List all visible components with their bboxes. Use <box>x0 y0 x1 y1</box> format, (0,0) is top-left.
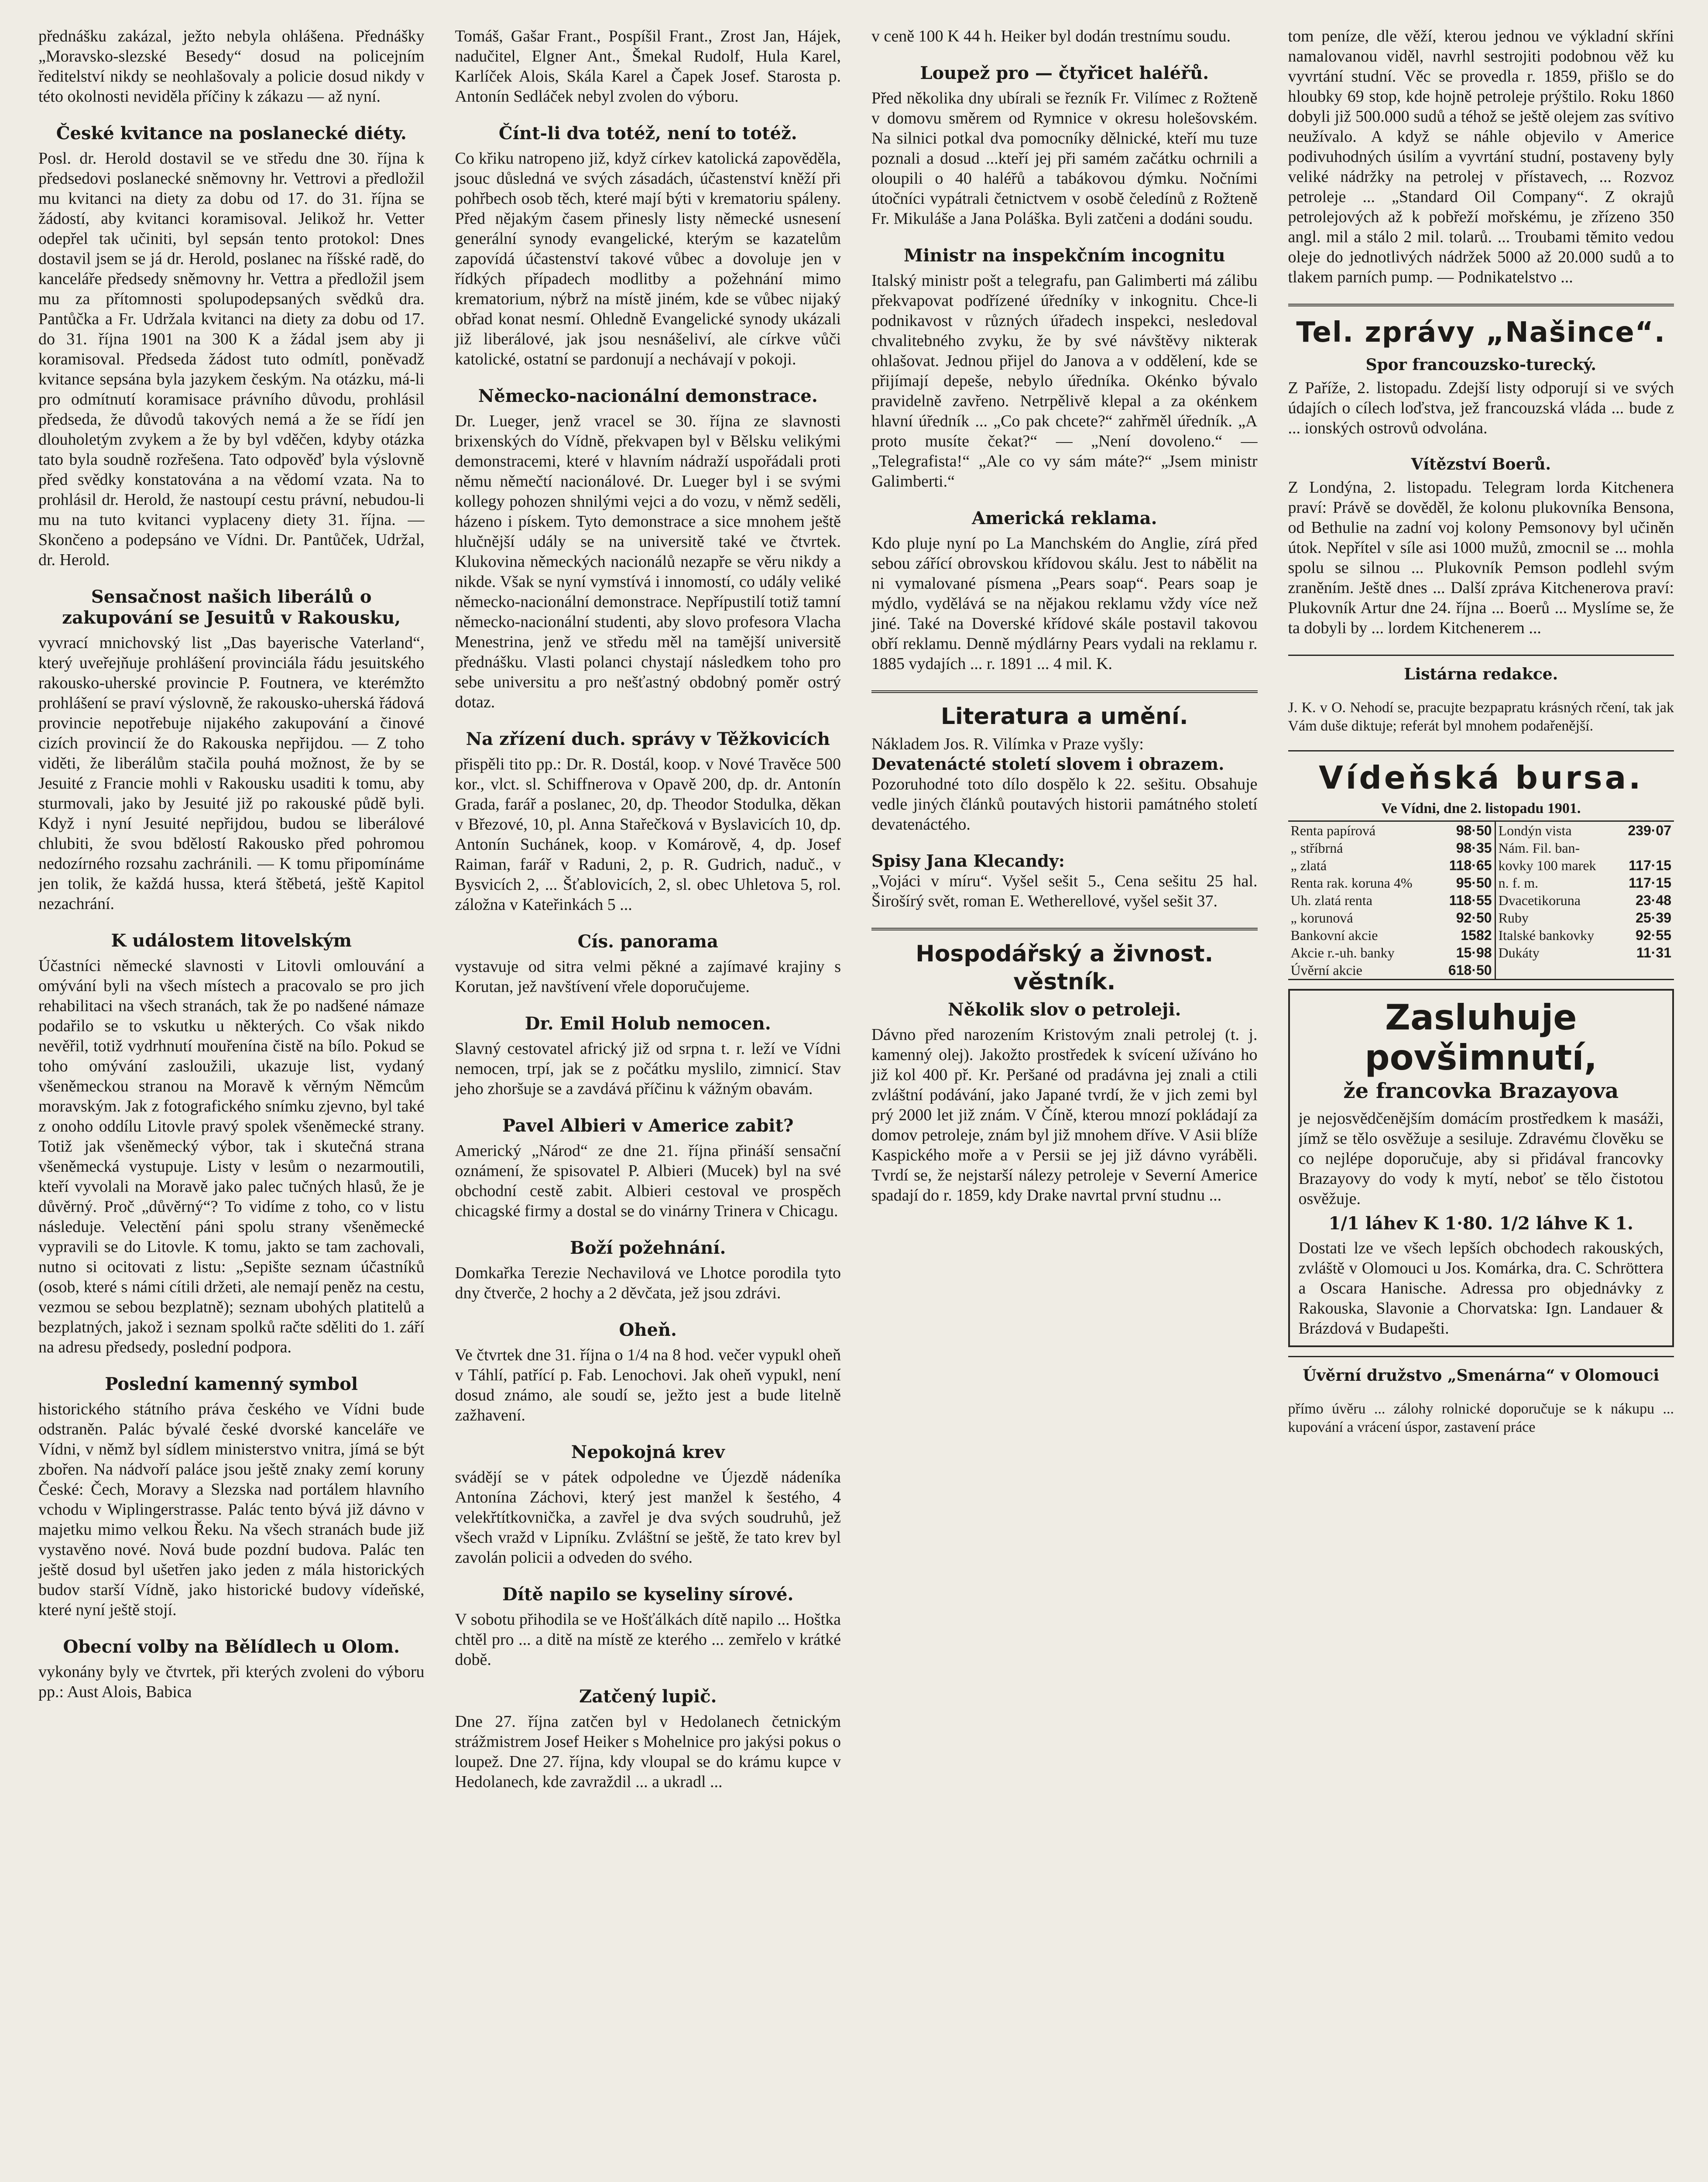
bursa-value: 118·55 <box>1449 892 1492 908</box>
article <box>455 26 841 106</box>
article <box>871 754 1258 834</box>
article-heading: Loupež pro — čtyřicet haléřů. <box>920 63 1209 83</box>
article-text: přispěli tito pp.: Dr. R. Dostál, koop. v Nové Travěce 500 kor., vlct. sl. Schiffnerova v Opavě 200, dp. dr. Antonín Grada, farář a poslanec, 20, dp. Theodor Stodulka, děkan v Březové, 10, pl. Anna Stařečková v Byslavicích 10, dp. Antonín Suchánek, koop. v Komárově, 4, dp. Josef Raiman, farář v Raduni, 2, p. R. Gudrich, naduč., v Bysvicích 2, ... Šťablovicích, 2, sl. obec Uhletova 5, rol. záložna v Kateřinkách 5 ... <box>455 755 841 914</box>
article-text: Americký „Národ“ ze dne 21. října přináší sensační oznámení, že spisovatel P. Albieri (Mucek) byl na své obchodní cestě zabit. Albieri cestoval ve prospěch chicagské firmy a dostal se do vinárny Trinera v Chicagu. <box>455 1142 841 1220</box>
bursa-label: Renta rak. koruna 4% <box>1290 875 1413 891</box>
bursa-value: 95·50 <box>1456 875 1492 891</box>
bursa-value: 239·07 <box>1617 821 1674 840</box>
bursa-label: Akcie r.-uh. banky <box>1290 945 1395 961</box>
bursa-value: 23·48 <box>1636 892 1671 908</box>
article-heading: Cís. panorama <box>577 931 718 952</box>
bursa-value: 98·35 <box>1456 840 1492 856</box>
bursa-label: „ korunová <box>1290 910 1353 926</box>
article <box>871 63 1258 229</box>
article-heading: Ministr na inspekčním incognitu <box>903 245 1225 266</box>
bursa-value: 118·65 <box>1449 858 1492 873</box>
article-heading: Americká reklama. <box>971 508 1157 528</box>
literature-item-title: Spisy Jana Klecandy: <box>871 851 1065 871</box>
article-heading: Boží požehnání. <box>570 1238 726 1258</box>
article <box>455 123 841 369</box>
article <box>455 931 841 997</box>
article <box>1288 26 1674 287</box>
article <box>38 26 425 106</box>
telegram-section-title: Tel. zprávy „Našince“. <box>1296 316 1666 349</box>
bursa-value <box>1617 839 1674 857</box>
article <box>455 1442 841 1568</box>
article-text: historického státního práva českého ve Vídni bude odstraněn. Palác bývalé české dvorské kanceláře ve Vídni, v němž byl sídlem ministerstvo vnitra, jímá se být zbořen. Na nádvoří paláce jsou ještě znaky zemí koruny České: Čech, Moravy a Slezska nad portálem hlavního vchodu v Wiplingerstrasse. Palác tento bývá již dávno v majetku mimo velkou Řeku. Na všech stranách bude již vystavěno nové. Nová bude pozdní budova. Palác ten ještě dosud byl ušetřen jako jeden z mála historických budov starší Vídně, jako historické budovy vídeňské, které nyní ještě stojí. <box>38 1400 425 1619</box>
article-heading: Spor francouzsko-turecký. <box>1365 356 1596 374</box>
article-text: „Vojáci v míru“. Vyšel sešit 5., Cena sešitu 25 hal. Širošírý svět, roman E. Wetherellové, vyšel sešit 37. <box>871 872 1258 910</box>
bursa-value: 92·55 <box>1636 927 1671 943</box>
article-heading: Obecní volby na Bělídlech u Olom. <box>63 1636 400 1657</box>
article <box>871 26 1258 46</box>
divider <box>871 690 1258 693</box>
redakce-text: J. K. v O. Nehodí se, pracujte bezpapratu krásných rčení, tak jak Vám duše diktuje; referát byl mnohem podařenější. <box>1288 700 1674 734</box>
article-text: vystavuje od sitra velmi pěkné a zajímavé krajiny s Korutan, jež navštívení vřele doporučujeme. <box>455 957 841 996</box>
column-4 <box>1280 26 1682 2182</box>
bursa-row <box>1288 944 1674 961</box>
bank-text: přímo úvěru ... zálohy rolnické doporučuje se k nákupu ... kupování a vrácení úspor, zastavení práce <box>1288 1401 1674 1435</box>
article-text: Slavný cestovatel africký již od srpna t. r. leží ve Vídni nemocen, trpí, jak se z počátku myslilo, zimnicí. Stav jeho zhoršuje se a zavdává příčinu k vážným obavám. <box>455 1040 841 1098</box>
article <box>871 851 1258 911</box>
bursa-row <box>1288 961 1674 980</box>
article-heading: Dítě napilo se kyseliny sírové. <box>502 1584 794 1605</box>
bursa-table <box>1288 820 1674 980</box>
article-text: Domkařka Terezie Nechavilová ve Lhotce porodila tyto dny čtverče, 2 hochy a 2 děvčata, jež jsou zdrávi. <box>455 1264 841 1302</box>
bursa-value: 11·31 <box>1636 945 1671 961</box>
bursa-value: 117·15 <box>1629 858 1671 873</box>
bursa-value: 618·50 <box>1437 961 1495 980</box>
ad-tail: Dostati lze ve všech lepších obchodech rakouských, zvláště v Olomouci u Jos. Komárka, dra. C. Schröttera a Oscara Hanische. Adressa pro objednávky z Rakouska, Slavonie a Chorvatska: Ign. Landauer & Brázdová v Budapešti. <box>1298 1239 1663 1338</box>
article-heading: Vítězství Boerů. <box>1411 455 1551 473</box>
article-text: Co křiku natropeno již, když církev katolická zapověděla, jsouc důsledná ve svých zásadách, účastenství kněží při pohřbech osob těch, které mají býti v krematoriu spáleny. Před nějakým časem přinesly listy německé usnesení generální synody evangelické, kterým se kazatelům zapovídá účastenství takové vůbec a dovoluje jen v řídkých případech modlitby a požehnání mimo krematorium, nýbrž na místě jiném, kde se vůbec nijaký obřad konat nesmí. Ohledně Evangelické synody ukázali již liberálové, jak jsou nesnášeliví, ale církve vůči katolické, ostatní se pardonují a nechávají v pokoji. <box>455 149 841 368</box>
article-text: přednášku zakázal, ježto nebyla ohlášena. Přednášky „Moravsko-slezské Besedy“ dosud na policejním ředitelství nikdy se neohlašovaly a policie dosud nikdy v této okolnosti neviděla příčiny k zákazu — až nyní. <box>38 27 425 106</box>
bursa-value: 25·39 <box>1636 910 1671 926</box>
article-text: Italský ministr pošt a telegrafu, pan Galimberti má zálibu překvapovat podřízené úředníky v inkognitu. Chce-li podnikavost v různých úřadech inspekci, nesledoval chvalitebného zvyku, že by své návštěvy nikterak ohlašovat. Jednou přijel do Janova a v oddělení, kde se přijímají depeše, nebylo úředníka. Okénko bývalo pravidelně zavřeno. Netrpělivě klepal a za okénkem hlavní úředník ... „Co pak chcete?“ zahřměl úředník. „A proto musíte čekat?“ — „Není dovoleno.“ — „Telegrafista!“ „Ale co vy sám máte?“ „Jsem ministr Galimberti.“ <box>871 271 1258 491</box>
article-heading: Nepokojná krev <box>571 1442 725 1462</box>
bursa-value: 1582 <box>1461 927 1492 943</box>
article-text: vykonány byly ve čtvrtek, při kterých zvoleni do výboru pp.: Aust Alois, Babica <box>38 1663 425 1701</box>
bursa-label: Londýn vista <box>1495 821 1617 840</box>
article-text: v ceně 100 K 44 h. Heiker byl dodán trestnímu soudu. <box>871 27 1231 45</box>
literature-item-title: Devatenácté století slovem i obrazem. <box>871 754 1224 774</box>
bank-heading: Úvěrní družstvo „Smenárna“ v Olomouci <box>1303 1366 1660 1385</box>
divider <box>1288 750 1674 751</box>
bursa-label: Renta papírová <box>1288 821 1437 840</box>
bursa-row <box>1288 821 1674 840</box>
article-text: Tomáš, Gašar Frant., Pospíšil Frant., Zrost Jan, Hájek, nadučitel, Elgner Ant., Šmekal Rudolf, Hula Karel, Karlíček Alois, Skála Karel a Čapek Josef. Starosta p. Antonín Sedláček nebyl zvolen do výboru. <box>455 27 841 106</box>
article <box>871 999 1258 1205</box>
ad-title: Zasluhuje povšimnutí, <box>1365 997 1598 1078</box>
article-text: Posl. dr. Herold dostavil se ve středu dne 30. října k předsedovi poslanecké sněmovny hr. Vettrovi a předložil mu kvitanci na diety za dobu od 17. do 31. října se žádostí, aby kvitanci koramisoval. Jelikož hr. Vetter odepřel tak učiniti, byl sepsán tento protokol: Dnes dostavil jsem se já dr. Herold, poslanec na říšské radě, do kanceláře předsedy sněmovny hr. Vettra a předložil jsem mu za přítomnosti spolupodepsaných svědků dra. Pantůčka a Fr. Udržala kvitanci na diety za dobu od 17. do 31. října 1901 na 300 K a žádal jsem aby ji koramisoval. Předseda žádost tuto odmítl, poněvadž kvitance sepsána byla jazykem českým. Na otázku, má-li pro odmítnutí koramisace právního důvodu, prohlásil předseda, že důvodů takových nemá a že se řídí jen dlouholetým zvykem a že by byl vděčen, kdyby otázka tato byla soudně rozřešena. Tato odpověď byla výslovně před svědky konstatována a na vědomí vzata. Na to prohlásil dr. Herold, že nastoupí cestu právní, nebudou-li mu na tuto kvitanci vyplaceny diety 31. října. — Skončeno a podepsáno ve Vídni. Dr. Pantůček, Udržal, dr. Herold. <box>38 149 425 569</box>
bursa-value: 92·50 <box>1456 910 1492 926</box>
bursa-label: Italské bankovky <box>1495 926 1617 944</box>
article <box>871 245 1258 491</box>
bursa-row <box>1288 926 1674 944</box>
ad-price: 1/1 láhev K 1·80. 1/2 láhve K 1. <box>1328 1213 1633 1234</box>
bursa-label: Dukáty <box>1495 944 1617 961</box>
article <box>455 1115 841 1221</box>
article-text: Dávno před narozením Kristovým znali petrolej (t. j. kamenný olej). Jakožto prostředek k svícení užíváno ho již kol 400 př. Kr. Peršané od pradávna jej znali a ctili zvláštní podávání, jako Japané tvrdí, že v jich zemi byl prý 2000 let již znám. V Číně, kterou mnozí pokládají za domov petroleje, znám byl již mnohem dříve. V Asii blíže Kaspického moře a v Persii se jej již dávno vyráběli. Tvrdí se, že nejstarší nálezy petroleje v Severní Americe spadají do r. 1859, kdy Drake navrtal první studnu ... <box>871 1026 1258 1204</box>
columns <box>31 26 1682 2182</box>
advertisement <box>1288 989 1674 1347</box>
bursa-row <box>1288 892 1674 909</box>
literature-section-title: Literatura a umění. <box>940 703 1188 730</box>
article-heading: Čínt-li dva totéž, není to totéž. <box>498 123 797 144</box>
article <box>455 386 841 712</box>
bursa-value <box>1617 961 1674 980</box>
bursa-label: Ruby <box>1495 909 1617 926</box>
bursa-label: kovky 100 marek <box>1495 857 1617 874</box>
article-text: Z Londýna, 2. listopadu. Telegram lorda Kitchenera praví: Právě se dověděl, že kolonu plukovníka Bensona, od Bethulie na zadní voj kolony Pemsonovy byl učiněn útok. Nepřítel v síle asi 1000 mužů, zmocnil se ... mohla spolu se silnou ... Plukovník Pemson podlehl svým zraněním. Ještě dnes ... Další zpráva Kitchenerova praví: Plukovník Artur dne 24. října ... Boerů ... Myslíme se, že ta dobyli by ... lordem Kitchenerem ... <box>1288 478 1674 637</box>
bursa-date: Ve Vídni, dne 2. listopadu 1901. <box>1381 800 1581 817</box>
article-heading: Zatčený lupič. <box>579 1686 717 1707</box>
article <box>38 1374 425 1620</box>
article-heading: Pavel Albieri v Americe zabit? <box>502 1115 794 1136</box>
redakce-heading: Listárna redakce. <box>1404 665 1558 683</box>
article-text: Před několika dny ubírali se řezník Fr. Vilímec z Rožteně v domovu směrem od Rymnice v okresu holešovském. Na silnici potkal dva pomocníky dělnické, kteří mu tuze poznali a dosud ...kteří jej při samém začátku ochrnili a oloupili o 40 haléřů a tabákovou dýmku. Nočními útočníci vypátrali četnictvem v osobě čeledínů z Rožteně Fr. Mikuláše a Jana Poláška. Byli zatčeni a dodáni soudu. <box>871 89 1258 228</box>
article-text: Nákladem Jos. R. Vilímka v Praze vyšly: <box>871 735 1144 753</box>
article-heading: Německo-nacionální demonstrace. <box>478 386 818 406</box>
article <box>455 1238 841 1303</box>
article-heading: Dr. Emil Holub nemocen. <box>525 1013 771 1034</box>
article-text: Pozoruhodné toto dílo dospělo k 22. sešitu. Obsahuje vedle jiných článků poutavých historii památného století devatenáctého. <box>871 775 1258 834</box>
article <box>1288 355 1674 438</box>
bursa-row <box>1288 839 1674 857</box>
article <box>38 587 425 914</box>
bursa-label: „ zlatá <box>1290 858 1327 873</box>
article-heading: Na zřízení duch. správy v Těžkovicích <box>466 729 830 749</box>
article <box>38 930 425 1357</box>
ad-text: je nejosvědčenějším domácím prostředkem k masáži, jímž se tělo osvěžuje a sesiluje. Zdravému člověku se co nejlépe doporučuje, aby si přidával francovky Brazayovy do vody k mytí, neboť se tělo čistotou osvěžuje. <box>1298 1109 1663 1208</box>
article <box>455 1320 841 1425</box>
article-text: Dr. Lueger, jenž vracel se 30. října ze slavnosti brixenských do Vídně, překvapen byl v Bělsku velikými demonstracemi, které v hlavním nádraží uspořádali proti němu němečtí nacionálové. Dr. Lueger byl i se svými kollegy pohozen shnilými vejci a do vozu, v němž seděli, házeno i pískem. Tyto demonstrace a sice mnohem ještě hlučnější udály se na universitě také ve čtvrtek. Klukovina německých nacionálů nezapře se věru nikdy a nikde. Však se nyní vymstívá i innomostí, co udály veliké německo-nacionální demonstrace. Nepřípustilí totiž tamní německo-nacionální studenti, aby slovo profesora Vlacha Menestrina, jenž ve středu měl na tamější universitě přednášku. Vlasti polanci chystají následkem toho pro sebe universitu a pro nešťastný obdobný poměr ostrý dotaz. <box>455 412 841 711</box>
article-text: Dne 27. října zatčen byl v Hedolanech četnickým strážmistrem Josef Heiker s Mohelnice pro jakýsi pokus o loupež. Dne 27. října, kdy vloupal se do krámu kupce v Hedolanech, kde zavraždil ... a ukradl ... <box>455 1712 841 1791</box>
bursa-label: Bankovní akcie <box>1290 927 1378 943</box>
divider <box>871 928 1258 930</box>
article-text: Kdo pluje nyní po La Manchském do Anglie, zírá před sebou zářící obrovskou křídovou skálu. Jest to nábělit na ni vymalované písmena „Pears soap“. Pears soap je mýdlo, vydělává se na nějakou reklamu vždy více než jiné. Také na Doverské křídové skále postavil takovou obří reklamu. Denně mýdlárny Pears vydali na reklamu r. 1885 vydajích ... r. 1891 ... 4 mil. K. <box>871 534 1258 673</box>
bursa-label: Nám. Fil. ban- <box>1495 839 1617 857</box>
article-heading: Oheň. <box>619 1320 677 1340</box>
article <box>1288 455 1674 638</box>
article-text: V sobotu přihodila se ve Hošťálkách dítě napilo ... Hoštka chtěl pro ... a ditě na místě ze kterého ... zemřelo v krátké době. <box>455 1610 841 1669</box>
bursa-value: 117·15 <box>1629 875 1671 891</box>
column-1 <box>31 26 432 2182</box>
article <box>38 1636 425 1702</box>
article <box>455 729 841 915</box>
article <box>38 123 425 570</box>
bursa-value: 98·50 <box>1437 821 1495 840</box>
divider <box>1288 655 1674 656</box>
article <box>455 1584 841 1670</box>
ad-subtitle: že francovka Brazayova <box>1343 1079 1619 1103</box>
bursa-value: 15·98 <box>1456 945 1492 961</box>
article-text: vyvrací mnichovský list „Das bayerische Vaterland“, který uveřejňuje prohlášení provinciála řádu jesuitského rakousko-uherské provincie P. Foutnera, ve kterémžto prohlášení se praví výslovně, že rakousko-uherská řádová provincie nepotřebuje nijakého zakupování a činové cizích provincií že do Rakouska nepřijdou. — Z toho viděti, že liberálům stačila pouhá možnost, že by se Jesuité z Francie mohli v Rakousku usaditi k tomu, aby sturmovali, jako by Jesuité již po rakouské půdě byli. Když i nyní Jesuité nepřijdou, budou se liberálové chlubiti, že svou bdělostí Rakousko před pohromou nedozírného rozsahu zachránili. — K tomu připomínáme jen tolik, že každá hussa, která štěbetá, ještě Kapitol nezachrání. <box>38 634 425 913</box>
bursa-title: Vídeňská bursa. <box>1318 759 1643 796</box>
divider <box>1288 304 1674 306</box>
article-text: Z Paříže, 2. listopadu. Zdejší listy odporují si ve svých údajích o cílech loďstva, jež francouzská vláda ... bude z ... ionských ostrovů odvolána. <box>1288 379 1674 437</box>
article <box>455 1686 841 1792</box>
bursa-row <box>1288 909 1674 926</box>
article-text: svádějí se v pátek odpoledne ve Újezdě nádeníka Antonína Záchovi, který jest manžel k šestého, 4 velekřtítkovnička, a zavřel je dva svých soudruhů, jež všech vražd v Lipníku. Zvláštní se ještě, že tato krev byl zavolán policii a odveden do svého. <box>455 1468 841 1567</box>
article-text: tom peníze, dle věží, kterou jednou ve výkladní skříni namalovanou viděl, navrhl sestrojiti podobnou věž ku vyvrtání studní. Věc se provedla r. 1859, přišlo se do hloubky 69 stop, kde hojně petroleje prýštilo. Roku 1860 dobyli již 500.000 sudů a téhož se ještě olejem zas svítivo neužívalo. A když se náhle objevilo v Americe podivuhodných úsilím a vyvrtání studní, postaveny byly veliké nádržky na petrolej v přístavech, ... Rozvoz petroleje ... „Standard Oil Company“. Z okrajů petrolejových až k pobřeží mořskému, je zřízeno 350 angl. mil a stálo 2 mil. tolarů. ... Troubami těmito vedou oleje do jednotlivých nádržek 5000 až 20.000 sudů a to tlakem parních pump. — Podnikatelstvo ... <box>1288 27 1674 286</box>
bursa-label <box>1495 961 1617 980</box>
economy-section-title: Hospodářský a živnost. věstník. <box>916 941 1214 995</box>
column-3 <box>864 26 1266 2182</box>
article-heading: K událostem litovelským <box>111 930 352 951</box>
article-heading: České kvitance na poslanecké diéty. <box>56 123 407 144</box>
bursa-label: Uh. zlatá renta <box>1290 892 1372 908</box>
bursa-label: Úvěrní akcie <box>1288 961 1437 980</box>
bursa-label: Dvacetikoruna <box>1495 892 1617 909</box>
bursa-row <box>1288 857 1674 874</box>
article <box>871 508 1258 674</box>
column-2 <box>447 26 849 2182</box>
bursa-label: „ stříbrná <box>1290 840 1343 856</box>
article-text: Účastníci německé slavnosti v Litovli omlouvání a omývání byli na všech místech a pracovalo se pro jich rehabilitaci na všech stranách, tak že po nadšené námaze podařilo se to vskutku u některých. Co však nikdo nevěřil, totiž vydrhnutí mouřenína čistě na bílo. Pokud se toho omývání zasloužili, ukazuje list, vydaný všeněmeckou stranou na Moravě k věrným Němcům moravským. Jak z fotografického snímku zjevno, byl také z onoho oddílu Litovle pravý spolek všeněmecké strany. Totiž jak všeněmecký výbor, tak i skutečná strana všeněmecká vystupuje. Listy v lesům o nezarmoutili, kteří vyvolali na Moravě jako palec tučných hlasů, že je důvěrný. Proč „důvěrný“? To vidíme z toho, co v listu následuje. Velectění páni spolu strany všeněmecké vypravili se do Litovle. K tomu, jakto se tam zachovali, nutno si ocitovati z listu: „Sepište seznam účastníků (osob, které s námi cítili držeti, ale nemají peněz na cestu, vezmou se sebou bezplatně); seznam ubohých platitelů a bezplatných, jakož i seznam spolků račte sděliti do 1. září na adresu předsedy, poslední podpora. <box>38 957 425 1356</box>
article-heading: Poslední kamenný symbol <box>105 1374 358 1394</box>
article-text: Ve čtvrtek dne 31. října o 1/4 na 8 hod. večer vypukl oheň v Táhlí, patřící p. Fab. Lenochovi. Jak oheň vypukl, není dosud známo, ale soudí se, ježto jest a bude litelně zažhavení. <box>455 1346 841 1424</box>
article-heading: Několik slov o petroleji. <box>948 999 1181 1020</box>
bursa-label: n. f. m. <box>1495 874 1617 892</box>
bursa-row <box>1288 874 1674 892</box>
article <box>455 1013 841 1099</box>
article-heading: Sensačnost našich liberálů o zakupování se Jesuitů v Rakousku, <box>62 587 401 628</box>
divider <box>1288 1356 1674 1357</box>
